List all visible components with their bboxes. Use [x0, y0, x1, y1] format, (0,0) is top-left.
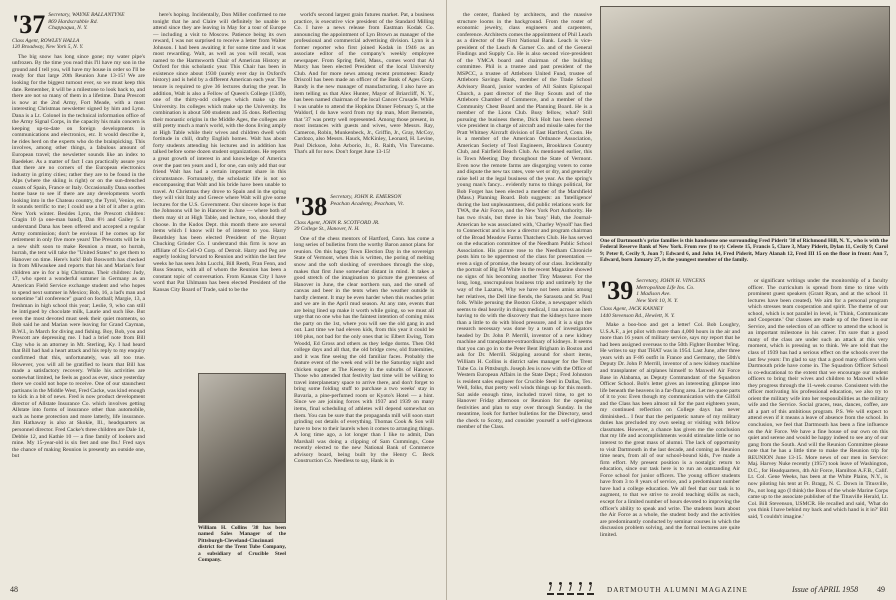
- column-text: the center, flanked by architects, and the massive structure looms in the background. From the roster of economic jewelry, class engineers and carpenters, conference. Architects comes the appointment of Phil Leach as a director of the First National Bank. Leach is vice-president of the Leach & Garner Co. and of the General Findings and Supply Co. He is also second vice-president of the YMCA board and chairman of the building committee. Phil is a trustee and past president of the MSPCC, a trustee of Attleboro United Fund, trustee of Attleboro Savings Bank, member of the Trade School Advisory Board, junior warden of All Saints Episcopal Church, a past director of the Boy Scouts and of the Attleboro Chamber of Commerce, and a member of the Community Chest Board and the Planning Board. He is a member of the Lions Club. Busy fellow, what? Still pursuing the business theme, Dick Holt has been elected vice president in charge of aircraft and missile sales for the Pratt Whitney Aircraft division of East Hartford, Conn. He is a member of the American Ordnance Association, American Society of Tool Engineers, Brooklawn Country Club, and Fairfield Beach Club. As mentioned earlier, this is Town Meeting Day throughout the State of Vermont. Even now the remote farms are disgorging voters to come and dispute the new tax rates, vote wet or dry, and generally raise hell at the legal business of the year. As the spring's young man's fancy... evidently turns to things political, for Bob Forget has been elected a member of the Marshfield (Mass.) Planning Board. Bob suggests: an 'Intelligence' during the last unpleasantness, did public relations work for TWA, the Air Force, and the New York Port Authority. He has two rivals, but three in his 'busy' Hub, the Journal-American he was associated with, 'Charley Wysolf' has fled to Connecticut and is now a director and program chairman of the Broad Meadow Farms Thatchers Club. He has served on the education committee of the Needham Public School Association. His picture rose to the Needham Chronicle posts him to be uppermost of the class for presentation — even a sign of promise, the beauty of our class. Incidentally the portrait of Big Ed White in the recent Magazine showed no signs of his becoming another Tiny Masseur. For the long, long, unscrupulous business trip and untimely by the way of the Lazarus, Why we have not been amiss among her relatives, the Dell line fiends, the Sarasota and St. Paul folk. While perusing the Boston Globe, a newspaper which seems to deal heavily in things medical, I ran across an item having to do with the discovery that the kidneys have more than a little to do with blood pressure, and it is a sign the research necessary was done by a team of investigators headed by Dr. John P. Merrill, inventor of a new kidney machine and transplanter-extraordinary of kidneys. It seems that you can go in to the Peter Bent Brigham in Boston and ask for Dr. Merrill. Skipping around for short items, William H. Collins is district sales manager for the Trent Tube Co. in Pittsburgh. Joseph Jeu is now with the Office of Western European Affairs in the State Dept.; Fred Johnston is resident sales engineer for Crucible Steel in Dallas, Tex. Well, folks, that pretty well winds things up for this month. Sat aside enough time, included travel time, to get to Hanover Friday afternoon or Reunion for the opening festivities and plan to stay over through Sunday. In the meantime, look for further bulletins for the Directory, send the check to Scotty, and consider yourself a self-righteous member of the Class.: [457, 12, 592, 431]
- column-text: world's second largest grain futures market. Pat, a business practice, is executive vice president of the Standard Milling Co. I have a news release from Eastman Kodak Co. announcing the appointment of Lyn Brown as manager of the professional and commercial advertising division. Lynn is a former reporter who first joined Kodak in 1946 as an associate editor of the company's weekly employee newspaper. From Spring field, Mass., comes word that Al Marcy has been elected President of the local University Club. And for more news among recent promotees: Randy Driscoll has been made an officer of the Bank of Ages Corp. Randy is the new manager of manufacturing. I also have an item telling us that Alex Hunter, Mayor of Briarcliff, N. Y., has been named chairman of the local Cancer Crusade. While I was unable to attend the Hopkins Dinner February 5, at the Waldorf, I do have word from my tip man, Mort Bernstein, that '37 was pretty well represented. Among those present, in most instances with guests and wives, were Messrs. Ray, Cameron, Robin, Munkenbeck, Jr., Griffin, Jr., Gray, McCoy, Cardozo, also Messrs. Hauck, McKinley, Leonard, H. Levine, Paul Dickson, John Arborio, Jr., R. Raith, Vin Turecamo. That's all for now. Don't forget June 13-15!: [294, 12, 434, 156]
- class-38-year: '38: [294, 194, 328, 221]
- magazine-title: DARTMOUTH ALUMNI MAGAZINE: [607, 586, 748, 594]
- left-column-3-bottom: [294, 194, 434, 574]
- column-text: or significant writings under the monitorship of a faculty officer. The curriculum is spread from time to time with prominent guest speakers (Grant Ryan, and at the school 11 lectures have been created). We aim for a personal program which stresses team cooperation and spirit. The theme of our school, which is not parallel in level, is 'Think, Communicate and Cooperate.' Our classes are made up of the finest in our Service, and the selection of an officer to attend the school is an important milestone in his career. I'm sure that a good many of the class are under such an attack at this very moment, which is pressing us to think. We are told that the class of 1939 has had a serious effect on the schools over the last few years: I'm glad to say that a good many officers with Dartmouth pride have come in. The Squadron Officer School is co-educational to the extent that we encourage our student officers to bring their wives and children to Maxwell while they progress through the 11-week course. Consistent with the officer motivating his professional education, we also try to orient the military wife into her responsibilities as the military wife and the Service. Social graces, teas, dances, coffee, are all a part of this ambitious program. P.S. We will expect to attend even if it means a leave of absence from the school. In conclusion, we feel that Dartmouth has been a fine influence on the Air Force. We have a fine house of our own on this quiet and serene and would be happy indeed to see any of our gang from the South. And will the Reunion Committee please note that he has a little time to make the Reunion trip for REUNION June 13-15. More news of our men in Service: Maj. Harvey Nuke recently (1957) took leave of Washington, D.C., for Headquarters, 4th Air Force, Hamilton A.F.B., Calif. Lt. Col. Gene Weeks, has been at the White Plains, N.Y., is now piloting his tent at Ft. Bragg, N. C. Down in Titusville, Pa., not long ago (I think) the Boss of the whole Marine Corps came up to the associate publisher of the Titusville Herald, Lt. Col. Bill Stevenson, USMCR. He recalled and said, 'What do you think I have behind my back and which hand is it in?' Bill said, 'I couldn't imagine.': [748, 278, 888, 520]
- photo-caption: William H. Collins '38 has been named Sales Manager of the Pittsburgh-Cleveland-Cincinnati district for the Trent Tube Company, a subsidiary of Crucible Steel Company.: [198, 525, 286, 564]
- family-photo: [600, 6, 890, 236]
- skier-icon: [577, 582, 584, 595]
- family-photo-caption: One of Dartmouth's prize families is this handsome one surrounding Fred Piderit '38 of Richmond Hill, N. Y., who is with the Federal Reserve Bank of New York. From row (l to r): Celeste 15, Francis 5, Clare 3, Mary Piderit, Dylan 11, Cecily 9; Carol 9; Peter 8, Cecily 9, Joan 7; Edward 6, and John 14, Fred Piderit, Mary Alanah 12, Fred III 15 on the floor in front: Ann 7, Edward, born January 27, is the youngest member of the family.: [600, 238, 888, 264]
- column-text: The big snow has long since gone; my water pipe's unfrozen. By the time you read this I'll have my son in the ground and I tell you, will have my house in order so I'll be ready for that large 20th Reunion June 13-15! We are looking for the biggest turnout ever, so we must keep this date. Remember, it will be a milestone to look back to, and there are not so many of them in a lifetime. Dana Prescott is now at the 2nd Army, Fort Meade, with a most interesting Christmas newsletter signed by him and Lynn. Dana is a Lt. Colonel in the technical information office of the Army Signal Corps, in the capacity his main concern is keeping up-to-date on foreign developments in communications and electronics, etc. It would describe it, he rides herd on the experts who do the brainpicking. This involves, among other things, a fabulous amount of European travel; the newsletter sounds like an index to Baedeker. As a matter of fact I can practically assure you that there are no corners of the European electronics industry in grimy cities; rather they are to be found in the Alps (where the skiing is right) or on the sun-drenched coasts of Spain, France or Italy. Occasionally Dana soothes home base to see if there are any developments worth looking into in the Chateau country, the Tyrol, Venice, etc. It sounds terrific to me; I could use a bit of it after a grim New York winter. Besides Lynn, the Prescott children: Cragin 10 (a one-man band), Dan 8½ and Gailey 5. I understand Dana has been offered and accepted a regular Army commission; don't be envious if he comes up for retirement in only five more years! The Prescotts will be in a new shift soon to make Reunion a must, so hurrah, hurrah, the tent will take the "United States" to get them to Hanover on time. Here's luck! Bob Bosworth has checked in from Milwaukee and reports that his and Marian's four children are in for a big Christmas. Their children: Judy, 17, who spent a wonderful summer in Germany as an American Field Service exchange student and who hopes to spend next summer in Mexico; Bob, 16, a lad's man and sometime "all conference" guard on football; Margie, 13, a freshman in high school this year; Leslie, 9, who can still be intrigued by chocolate milk, Laurie and such like. But even the most devoted must seek their quiet moments, so Bob said he and Marian were leaving for Grand Cayman, B.W.I., in March for diving and fishing. Boy, Bob, you and Prescott are depressing me. I had a brief note from Bill Clay who is an attorney in Mt. Sterling, Ky. I had heard that Bill had had a heart attack and his reply to my enquiry confirmed that this, unfortunately, was all too true. However, you will all be gratified to learn that Bill has made a satisfactory recovery. While his activities are somewhat limited, he feels as good as ever, since yesterday there we could not hope to receive. One of our staunchest partisans in the Middle West, Fred Cacke, was kind enough to kick in a bit of news. Fred is now product development director of Allstate Insurance Co. which involves getting Allstate into forms of insurance other than automobile, such as home protection and more latterly, life insurance. Jim Hathaway is also at Skokie, Ill., headquarters as personnel director. Fred Cacke's three children are Dale 14, Debbie 12, and Kathie 10 — a fine family of lookers and mine. My 15-year-old is six feet and one lbs.! Fred says the chance of making Reunion is presently an outside one, but: [12, 53, 145, 460]
- skier-icon: [557, 582, 564, 595]
- right-column-2: [600, 278, 740, 575]
- class-37-secretary: Secretary, WAYNE BALLANTYNE 869 Hardscrabble Rd. Chappaqua, N. Y.: [48, 12, 125, 32]
- class-38-agent: Class Agent, JOHN R. SCOTFORD JR. 39 College St., Hanover, N. H.: [294, 220, 380, 233]
- issue-date: Issue of APRIL 1958: [792, 585, 859, 594]
- skier-icon: [567, 582, 574, 595]
- class-39-header: '39 Secretary, JOHN H. VINCENS Metropolitan Life Ins. Co. 1 Madison Ave. New York 10, N. Y. Class Agent, JACK KANNEY 1440 Stevenson Rd., Hewlett, N. Y.: [600, 278, 740, 319]
- class-39-year: '39: [600, 278, 634, 305]
- class-38-header: '38 Secretary, JOHN R. EMERSON Peachan Academy, Peacham, Vt. Class Agent, JOHN R. SCOTFORD JR. 39 College St., Hanover, N. H.: [294, 194, 434, 233]
- column-text: One of the chess mentors of Hartford, Conn. has come a long series of bulletins from the worthy Baron annot plans for reunion. On this happy Town Election Day in the sovereign State of Vermont, when this is written, the poring of melting snow and the soft sloshing of overshoes through the slop, makes that first June somewhat distant in mind. It takes a good stretch of the imagination to picture the greenness of Hanover in June, the clear northern sun, and the smell of canvas and beer in the tents when the weather outside is hardly clement. It may be even harder when this reaches print and we are in the April mud season. At any rate, events that are being lined up make it worth while going, so we must all urge that no one who has the faintest intention of coming miss the party on the 1st, where you will see the old gang in and out. Last time we had eleven kids, from this year it could be 100 plus, not bad for the only ones that is: Elbert Ewing, Tom Woodd, Ed Gross and others as they ledge dorms. Then Old college days and all that, the old bridge crew, old fraternities, and it was fine seeing the old familiar faces. Probably the feature event of the week end will be the Saturday night and chicken supper at The Keeney in the suburbs of Hanover. Those who attended that festivity last time will be willing to travel interplanetary space to arrive there, and don't forget to bring some folding stuff to purchase a two weeks' stay in Bavaria, a pine-perfumed room or Kyoto's Hotel — a hint. Since we are joining forces with 1937 and 1939 on many items, final scheduling of athletes will depend somewhat on them. You can be sure that the propaganda mill will soon start grinding out details of everything. Thomas Cook & Son will have to bow to their laurels when it comes to arranging things. A long time ago, a lot longer than I like to admit, Dan Marshall was doing a clipping of Sam Cummings, Cone recently elected to the new National Bank of Commerce advisory board, being built by the Henry C. Beck Construction Co. Needless to say, Hank is in: [294, 235, 434, 465]
- column-text: Make a boo-boo and get a letter! Col. Bob Loughry, U.S.A.F., a jet pilot with more than 4,000 hours in the air and more than 16 years of military service, says my report that he had been assigned overseas to the 50th Fighter Bomber Wing. He writes to say that THAT was in 1954. Last June, after three years with an F-86 outfit in France and Germany, the 50th's Deputy Dr. John P. Merrill, inventor of a new kidney machine and transplanter of airplanes himself to Maxwell Air Force Base in Alabama, as Deputy Commandant of the Squadron Officer School. Bob's letter gives an interesting glimpse into life beneath the heavens in a far-flung area. Let me quote parts of it to you: Even though my communication with the Gilfoil and the Class has been almost nil for the past eighteen years, my continued reflection on College days has never diminished... I fear that the peripatetic nature of my military duties has precluded my own seeing or visiting with fellow classmates. However, a chance has given me the conclusion that my life and accomplishments would stimulate little or no interest to the great mass of alumni. The lack of opportunity to visit Dartmouth in the last decade, and coming as Reunion time nears, from all of our school-bound kids, I've made a firm effort. My present position is a nostalgic return to education, since our task here is to run an outstanding Air Force school for junior officers. The young officer students have from 3 to 8 years of service, and a predominant number have had a college education. We all feel that our task is to augment, to that we strive to avoid teaching skills as such, except for a limited number of hours devoted to improving the officer's ability to speak and write. The students learn about the Air Force as a whole, the student body and the activities are predominantly conducted by seminar courses in which the discussion problem solving, and the formal lectures are quite limited.: [600, 322, 740, 538]
- class-37-agent: Class Agent, ROWLEY HALLA 120 Broadway, New York 5, N. Y.: [12, 38, 84, 51]
- right-column-1: [457, 12, 592, 586]
- right-page: [447, 0, 896, 600]
- class-37-year: '37: [12, 12, 46, 39]
- right-column-3: [748, 278, 888, 575]
- column-text: here's hoping. Incidentally, Don Miller confirmed to me tonight that he and Claire will definitely be unable to attend since they are leaving in May for a tour of Europe — including a visit to Moscow. Patience being its own reward, I was not surprised to receive a letter from Walter Johnson. I had been awaiting it for some time and it was most rewarding. Walt, as well as you will recall, was named to the Harmsworth Chair of American History at Oxford for this scholastic year. This Chair has been in existence since about 1930 (surely ever day in Oxford's history) and is held by a different American each year. The tenure is required to give 36 lectures during the year. In addition, Walt is also a Fellow of Queen's College (1340), one of the thirty-odd colleges which make up the University. Its colleges which make up the University. Its combination is about 500 students and 35 dons. Reflecting their monastic origins in the Middle Ages, the colleges are still pretty much a man's world, with the dons living amply at High Table while their wives and children dwell with fortitude in chill, drafty English homes. Walt has about forty students attending his lectures and in addition has talked before some dozen student organizations. He reports a great growth of interest in and knowledge of America over the past ten years and I, for one, can only add that our friend Walt has had a certain important share in this circumstance. Fortunately, the scholastic life is not so encompassing that Walt and his bride have been unable to travel. At Christmas they drove to Spain and in the spring they will visit Italy and Greece where Walt will give some lectures for the U.S. Government. Our sincere hope is that the Johnsons will be in Hanover in June — where both of them may sit at High Table, and lecture, too, should they choose. In the Kudos Dept. this month there are several items which I know will be of interest to you. Harry Beardsley has been elected President of the Bryant Chucking Grinder Co. I understand this firm is now an affiliate of Ex-Cell-O Corp. of Detroit. Harry and Peg are eagerly looking forward to Reunion and within the last few weeks he has seen John Lucchi, Bill Reeth, Fran Fenn, and Russ Stearns, with all of whom the Reunion has been a constant topic of conversation. From Kansas City I have word that Pat Uhlmann has been elected President of the Kansas City Board of Trade, said to be the: [153, 12, 286, 293]
- class-39-agent: Class Agent, JACK KANNEY 1440 Stevenson Rd., Hewlett, N. Y.: [600, 306, 675, 319]
- skier-icon: [547, 582, 554, 595]
- page-number-right: 49: [877, 585, 885, 594]
- left-column-3-top: [294, 12, 434, 190]
- portrait-photo: [198, 373, 286, 523]
- page-number-left: 48: [10, 585, 18, 594]
- left-page: [0, 0, 447, 600]
- class-37-header: [12, 12, 145, 51]
- left-column-1: [12, 12, 145, 587]
- skier-ornament-icon: [547, 582, 594, 596]
- skier-icon: [587, 582, 594, 595]
